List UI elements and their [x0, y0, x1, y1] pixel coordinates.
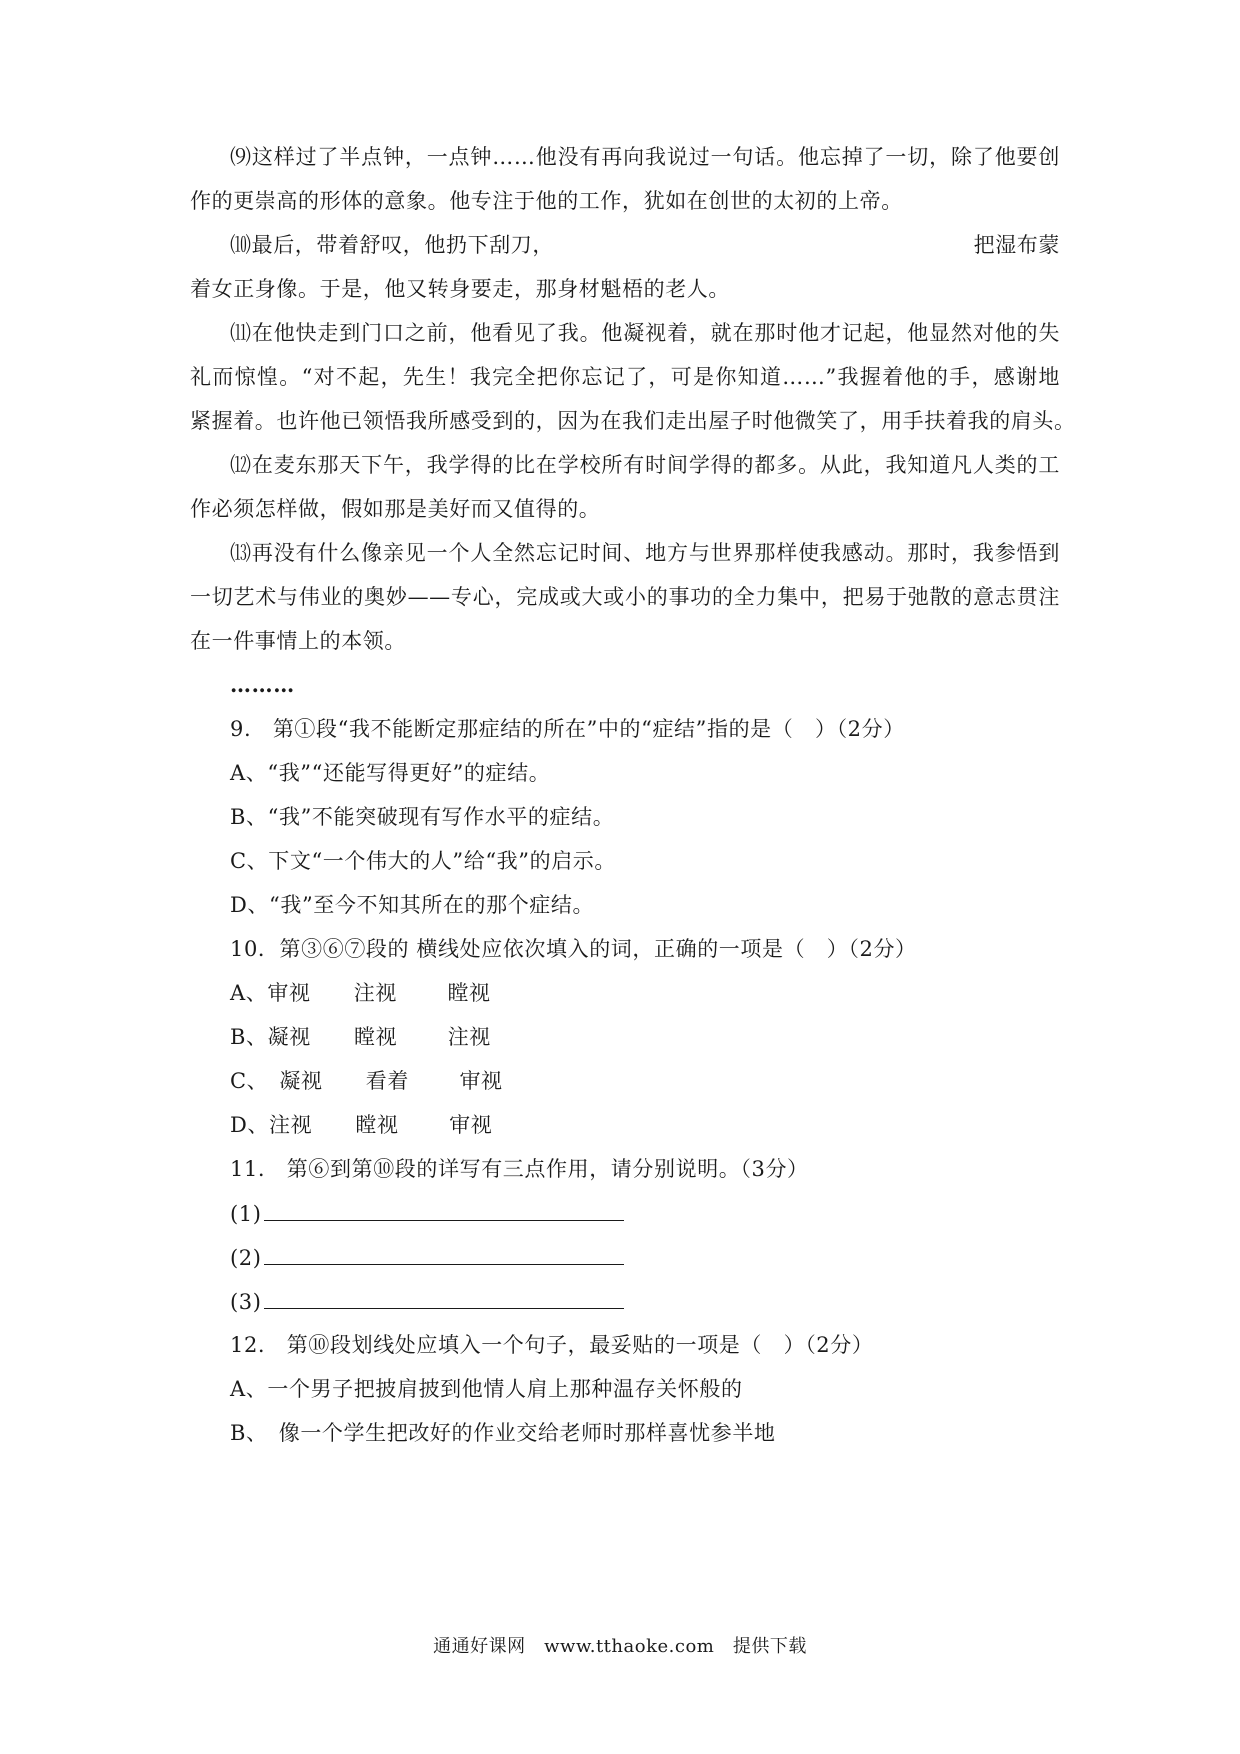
- passage-p10-line2: 着女正身像。于是，他又转身要走，那身材魁梧的老人。: [190, 277, 730, 301]
- question-9-option-c: C、下文“一个伟大的人”给“我”的启示。: [230, 849, 617, 873]
- blank-3-label: (3): [230, 1290, 262, 1314]
- passage-ellipsis: ………: [230, 672, 295, 697]
- answer-line-2[interactable]: [264, 1242, 624, 1265]
- question-9-stem: 9. 第①段“我不能断定那症结的所在”中的“症结”指的是（ ）（2分）: [230, 717, 905, 741]
- passage-p9-line1: ⑼这样过了半点钟，一点钟……他没有再向我说过一句话。他忘掉了一切，除了他要创: [230, 145, 1060, 169]
- question-12-stem: 12. 第⑩段划线处应填入一个句子，最妥贴的一项是（ ）（2分）: [230, 1333, 874, 1357]
- question-10-option-d: D、注视 瞠视 审视: [230, 1113, 493, 1137]
- question-12-option-a: A、一个男子把披肩披到他情人肩上那种温存关怀般的: [230, 1377, 743, 1401]
- passage-p9-line2: 作的更崇高的形体的意象。他专注于他的工作，犹如在创世的太初的上帝。: [190, 189, 903, 213]
- question-10-stem: 10．第③⑥⑦段的 横线处应依次填入的词，正确的一项是（ ）（2分）: [230, 937, 917, 961]
- question-11-blank-3: [230, 1286, 1060, 1317]
- question-11-blank-1: [230, 1198, 1060, 1229]
- answer-line-1[interactable]: [264, 1198, 624, 1221]
- passage-p10-line1-left: ⑽最后，带着舒叹，他扔下刮刀，: [230, 233, 554, 257]
- passage-p12-line1: ⑿在麦东那天下午，我学得的比在学校所有时间学得的都多。从此，我知道凡人类的工: [230, 453, 1060, 477]
- blank-2-label: (2): [230, 1246, 262, 1270]
- question-9-option-b: B、“我”不能突破现有写作水平的症结。: [230, 805, 615, 829]
- question-10-option-a: A、审视 注视 瞠视: [230, 981, 491, 1005]
- answer-line-3[interactable]: [264, 1286, 624, 1309]
- passage-p12-line2: 作必须怎样做，假如那是美好而又值得的。: [190, 497, 601, 521]
- passage-p13-line3: 在一件事情上的本领。: [190, 629, 406, 653]
- passage-p13-line1: ⒀再没有什么像亲见一个人全然忘记时间、地方与世界那样使我感动。那时，我参悟到: [230, 541, 1060, 565]
- passage-p13-line2: 一切艺术与伟业的奥妙——专心，完成或大或小的事功的全力集中，把易于弛散的意志贯注: [190, 585, 1060, 609]
- blank-1-label: (1): [230, 1202, 262, 1226]
- question-11-blank-2: [230, 1242, 1060, 1273]
- page-footer: 通通好课网 www.tthaoke.com 提供下载: [433, 1636, 807, 1657]
- question-9-option-a: A、“我”“还能写得更好”的症结。: [230, 761, 551, 785]
- passage-p11-line1: ⑾在他快走到门口之前，他看见了我。他凝视着，就在那时他才记起，他显然对他的失: [230, 321, 1060, 345]
- passage-p11-line2: 礼而惊惶。“对不起，先生！我完全把你忘记了，可是你知道……”我握着他的手，感谢地: [190, 365, 1060, 389]
- question-9-option-d: D、“我”至今不知其所在的那个症结。: [230, 893, 595, 917]
- question-10-option-b: B、凝视 瞠视 注视: [230, 1025, 491, 1049]
- passage-p11-line3: 紧握着。也许他已领悟我所感受到的，因为在我们走出屋子时他微笑了，用手扶着我的肩头。: [190, 409, 1076, 433]
- question-10-option-c: C、 凝视 看着 审视: [230, 1069, 503, 1093]
- question-11-stem: 11. 第⑥到第⑩段的详写有三点作用，请分别说明。（3分）: [230, 1157, 809, 1181]
- question-12-option-b: B、 像一个学生把改好的作业交给老师时那样喜忧参半地: [230, 1421, 776, 1445]
- passage-p10-line1-right: 把湿布蒙: [973, 233, 1060, 257]
